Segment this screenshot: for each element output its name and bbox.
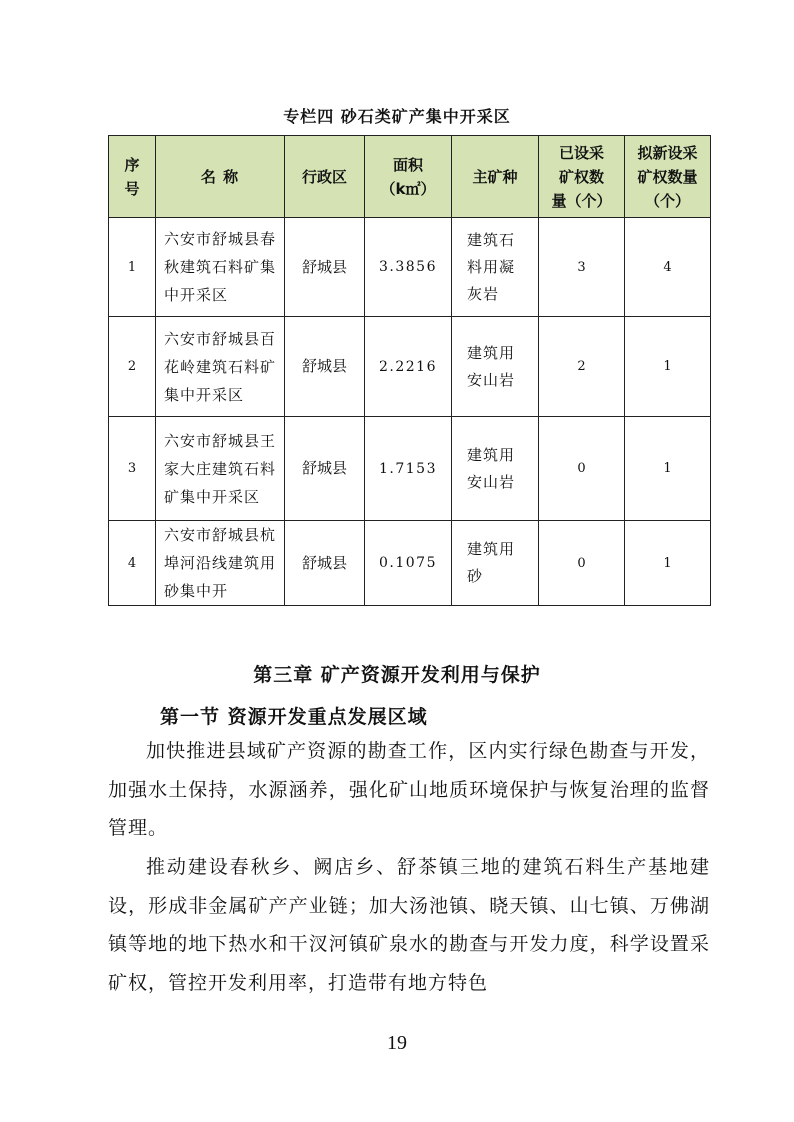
- cell-planned: 1: [625, 521, 711, 606]
- table-row: [109, 521, 711, 606]
- section-title: 第一节 资源开发重点发展区域: [160, 706, 428, 728]
- cell-region: 舒城县: [285, 218, 365, 317]
- body-paragraph: 加快推进县域矿产资源的勘查工作，区内实行绿色勘查与开发，加强水土保持，水源涵养，强化矿山地质环境保护与恢复治理的监督管理。: [108, 740, 710, 839]
- cell-existing: 3: [539, 218, 625, 317]
- cell-seq: 2: [109, 317, 156, 417]
- body-paragraph: 推动建设春秋乡、阙店乡、舒茶镇三地的建筑石料生产基地建设，形成非金属矿产产业链；加大汤池镇、晓天镇、山七镇、万佛湖镇等地的地下热水和干汊河镇矿泉水的勘查与开发力度，科学设置采矿权，管控开发利用率，打造带有地方特色: [108, 856, 710, 994]
- header-seq: 序 号: [109, 136, 156, 218]
- cell-name: 六安市舒城县百花岭建筑石料矿集中开采区: [156, 317, 285, 417]
- cell-name: 六安市舒城县春秋建筑石料矿集中开采区: [156, 218, 285, 317]
- header-region: 行政区: [285, 136, 365, 218]
- cell-area: 0.1075: [365, 521, 452, 606]
- cell-region: 舒城县: [285, 417, 365, 521]
- table-header-row: [109, 136, 711, 218]
- cell-seq: 4: [109, 521, 156, 606]
- cell-area: 1.7153: [365, 417, 452, 521]
- cell-area: 2.2216: [365, 317, 452, 417]
- header-planned: 拟新设采 矿权数量 （个）: [625, 136, 711, 218]
- cell-mineral: 建筑用安山岩: [452, 417, 539, 521]
- table-row: [109, 417, 711, 521]
- cell-mineral: 建筑用安山岩: [452, 317, 539, 417]
- cell-seq: 3: [109, 417, 156, 521]
- cell-region: 舒城县: [285, 317, 365, 417]
- cell-name: 六安市舒城县杭埠河沿线建筑用砂集中开: [156, 521, 285, 606]
- header-existing: 已设采 矿权数 量（个）: [539, 136, 625, 218]
- table-row: [109, 218, 711, 317]
- mining-area-table: [108, 135, 711, 606]
- table-caption: 专栏四 砂石类矿产集中开采区: [283, 107, 511, 126]
- cell-planned: 1: [625, 317, 711, 417]
- cell-seq: 1: [109, 218, 156, 317]
- table-row: [109, 317, 711, 417]
- cell-region: 舒城县: [285, 521, 365, 606]
- chapter-title: 第三章 矿产资源开发利用与保护: [253, 664, 541, 686]
- header-name: 名 称: [156, 136, 285, 218]
- cell-mineral: 建筑用砂: [452, 521, 539, 606]
- cell-area: 3.3856: [365, 218, 452, 317]
- header-mineral: 主矿种: [452, 136, 539, 218]
- cell-planned: 1: [625, 417, 711, 521]
- page-number: 19: [387, 1032, 407, 1054]
- cell-name: 六安市舒城县王家大庄建筑石料矿集中开采区: [156, 417, 285, 521]
- cell-planned: 4: [625, 218, 711, 317]
- cell-existing: 2: [539, 317, 625, 417]
- cell-mineral: 建筑石料用凝灰岩: [452, 218, 539, 317]
- header-area: 面积 （k㎡）: [365, 136, 452, 218]
- cell-existing: 0: [539, 417, 625, 521]
- cell-existing: 0: [539, 521, 625, 606]
